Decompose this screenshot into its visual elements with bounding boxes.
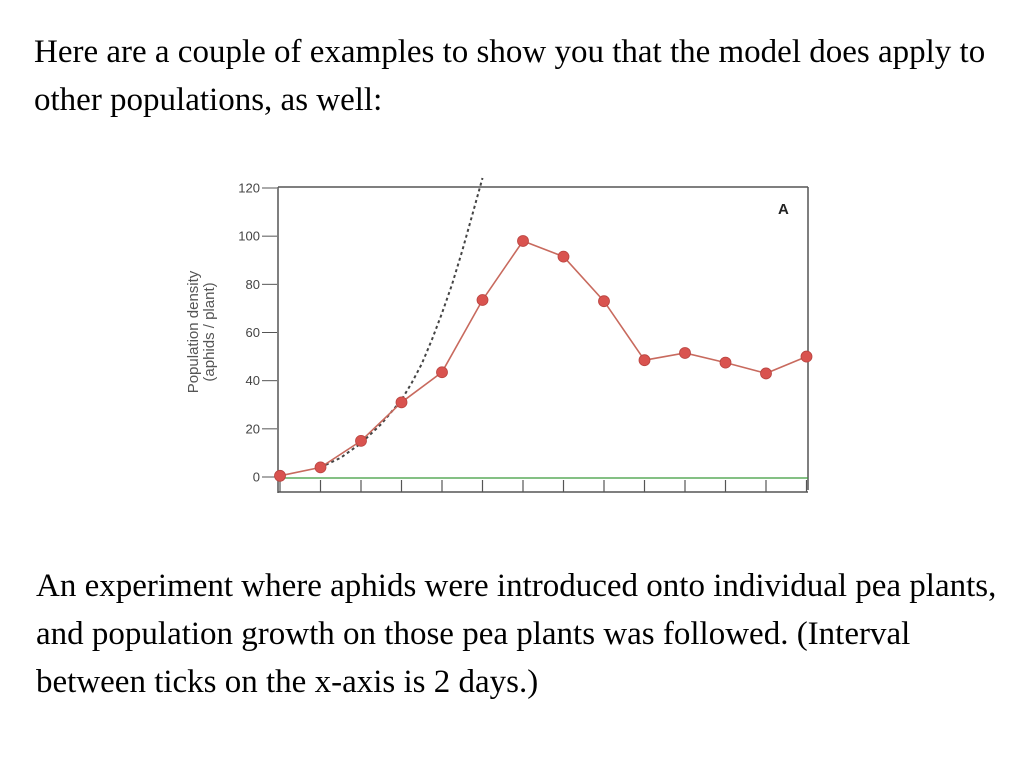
y-axis-label (185, 270, 218, 393)
intro-text: Here are a couple of examples to show you that the model does apply to other populations, as well: (34, 34, 986, 118)
data-point (275, 470, 286, 481)
plot-frame (278, 187, 808, 493)
y-tick-label: 60 (245, 325, 260, 340)
y-tick-label: 120 (238, 180, 260, 196)
data-point (639, 355, 650, 366)
data-point (315, 462, 326, 473)
x-axis-ticks (280, 480, 807, 492)
data-point (558, 251, 569, 262)
y-tick-label: 20 (245, 421, 260, 437)
data-point (437, 367, 448, 378)
data-point (761, 368, 772, 379)
aphid-series (275, 235, 813, 481)
y-label-line: Population density (185, 270, 202, 394)
panel-label: A (778, 201, 789, 218)
y-label-text (185, 270, 218, 393)
caption-text: An experiment where aphids were introduced onto individual pea plants, and population growth on those pea plants was followed. (Interval between ticks on the x-axis is 2 days.) (36, 568, 997, 700)
data-point (518, 235, 529, 246)
data-point (356, 435, 367, 446)
chart-svg (170, 160, 860, 500)
data-point (680, 347, 691, 358)
data-point (801, 351, 812, 362)
data-point (720, 357, 731, 368)
data-point (396, 397, 407, 408)
y-axis (238, 181, 277, 485)
y-tick-label: 0 (252, 469, 260, 485)
model-curve-path (321, 178, 483, 467)
y-label-line: (aphids / plant) (201, 282, 218, 382)
y-tick-label: 40 (245, 373, 260, 389)
aphid-population-chart (170, 160, 860, 500)
exponential-model-curve (321, 178, 483, 467)
y-tick-label: 100 (238, 228, 260, 244)
data-point (599, 296, 610, 307)
y-tick-label: 80 (245, 276, 260, 292)
data-point (477, 294, 488, 305)
